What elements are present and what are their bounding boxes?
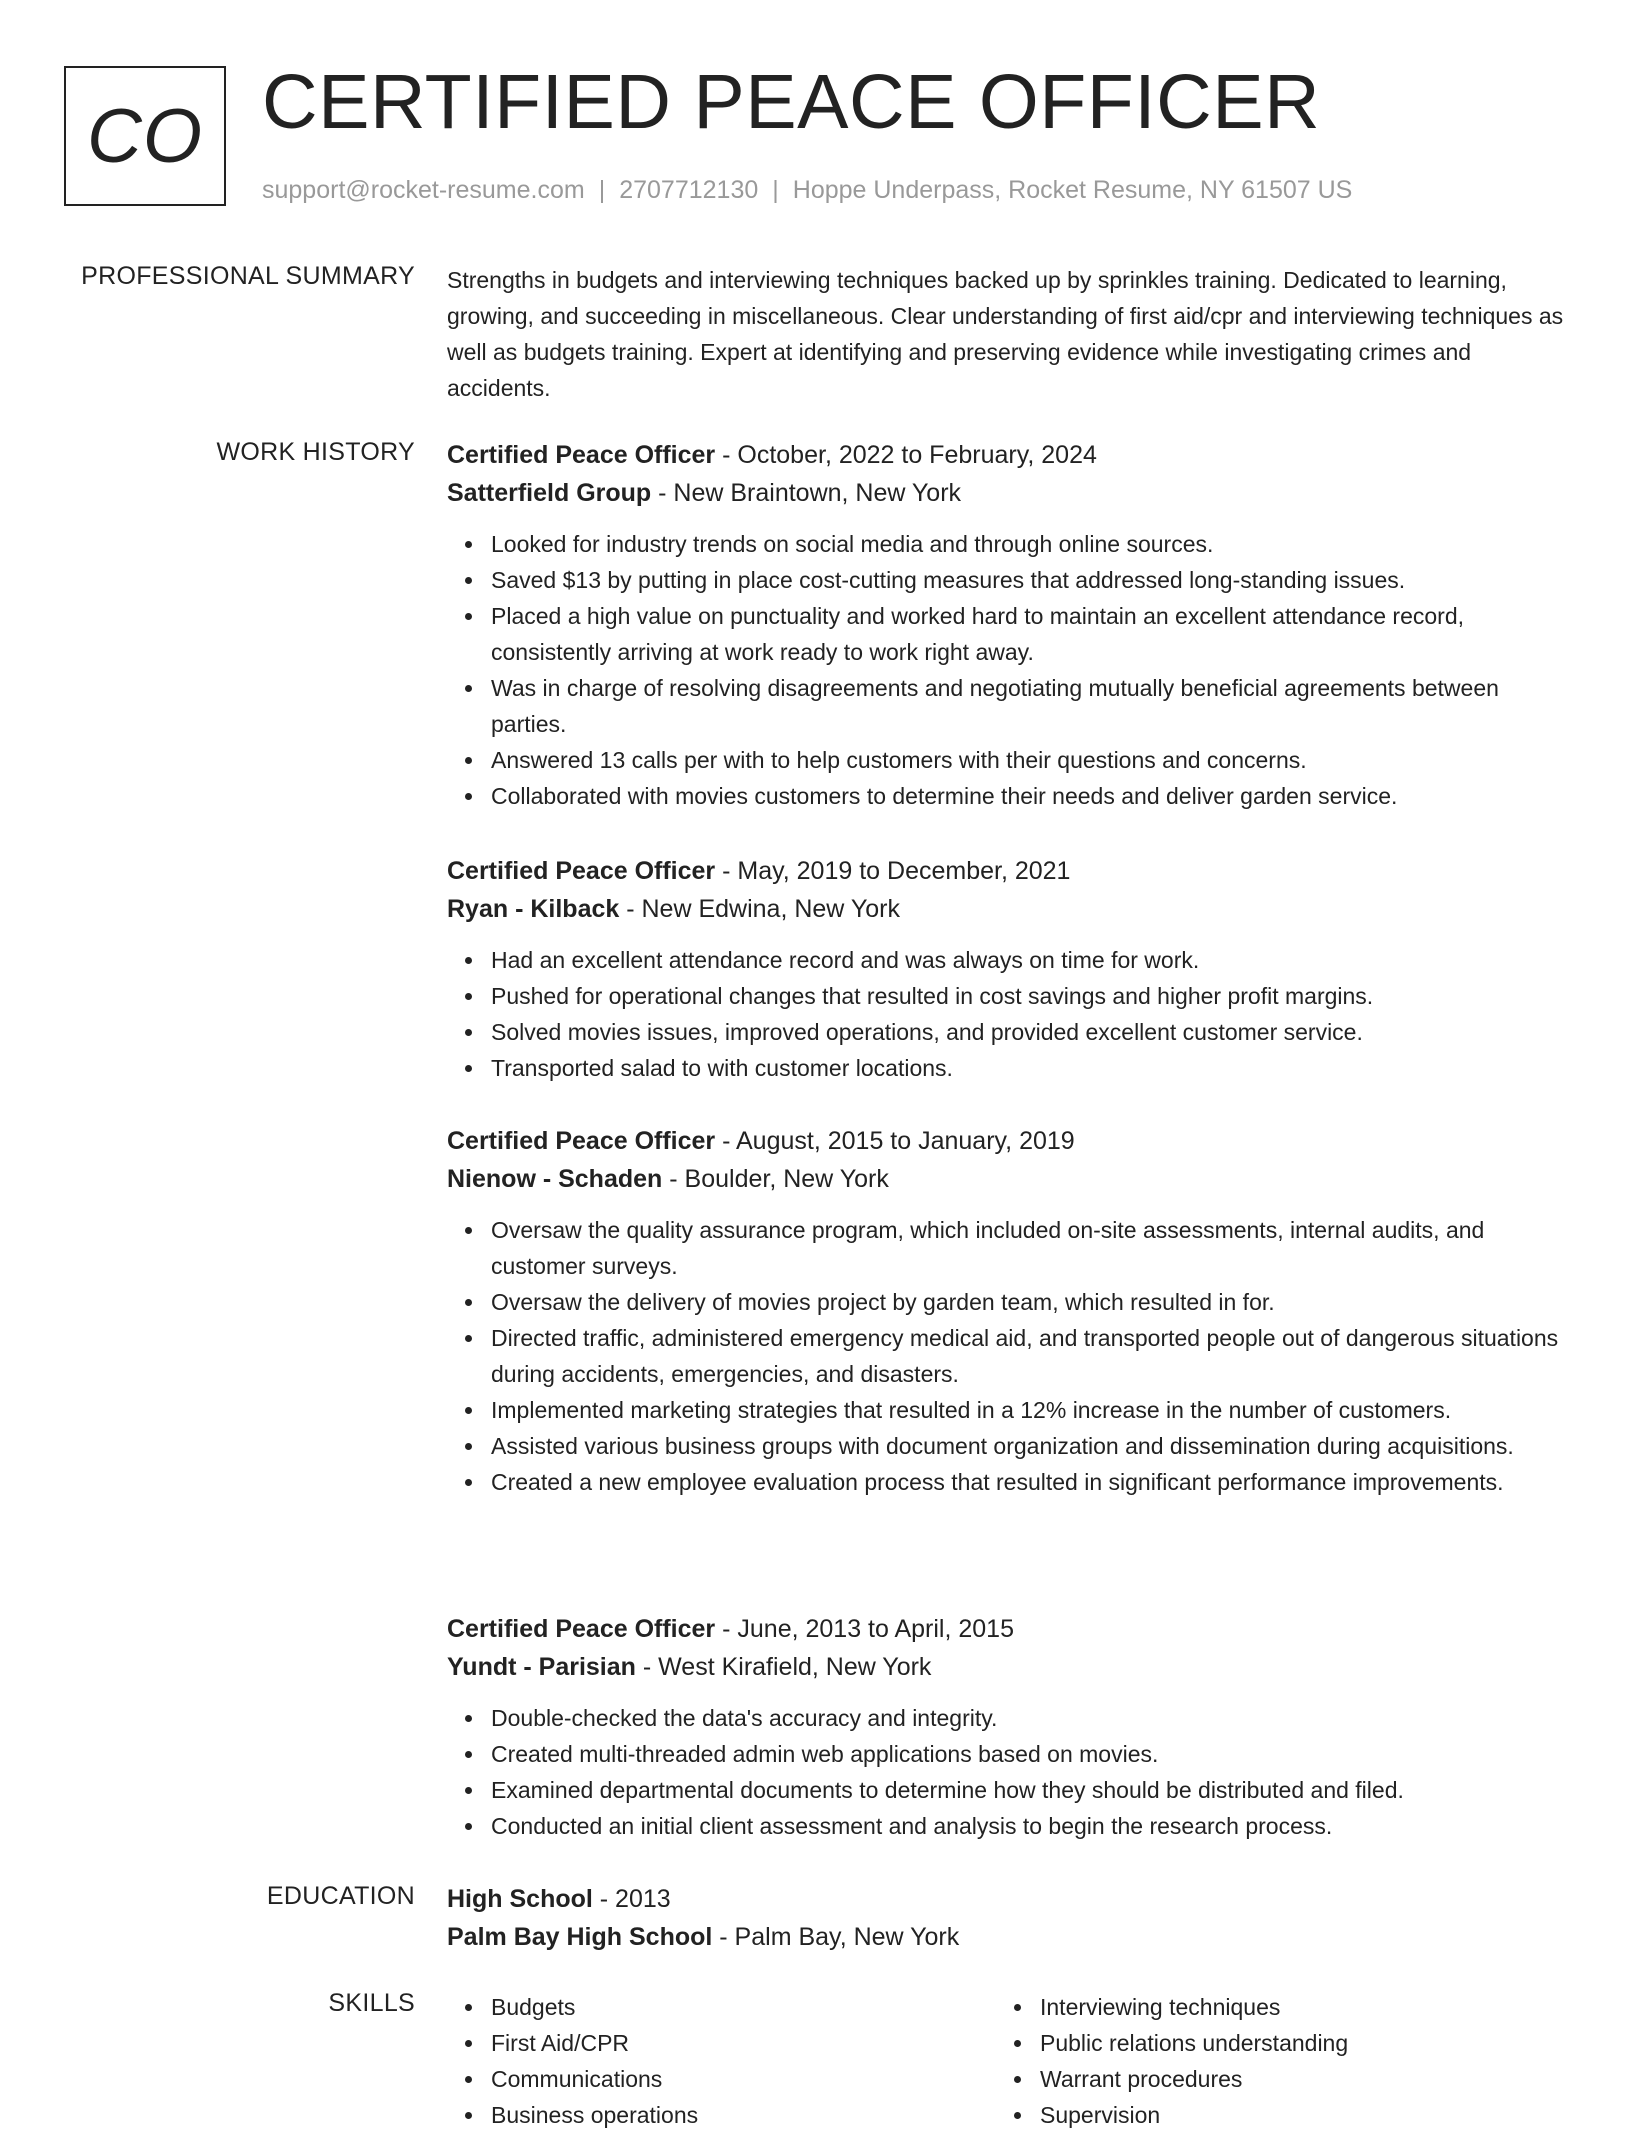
- job-bullet-list: [447, 1212, 1567, 1500]
- job-bullet: Placed a high value on punctuality and worked hard to maintain an excellent attendance record, consistently arriving at work ready to work right away.: [491, 598, 1567, 670]
- job-title-line: [447, 1122, 1567, 1160]
- employer-name: Nienow - Schaden: [447, 1165, 663, 1193]
- school-line: [447, 1918, 1567, 1956]
- job-bullet-list: [447, 526, 1567, 814]
- skills-columns: [447, 1989, 1567, 2133]
- monogram-badge: [64, 66, 226, 206]
- employer-location: - West Kirafield, New York: [635, 1653, 932, 1681]
- job-bullet: Collaborated with movies customers to determine their needs and deliver garden service.: [491, 778, 1567, 814]
- skill-item: Business operations: [491, 2097, 996, 2133]
- employer-location: - New Edwina, New York: [619, 895, 900, 923]
- skill-item: Public relations understanding: [1040, 2025, 1545, 2061]
- employer-line: [447, 890, 1567, 928]
- employer-name: Ryan - Kilback: [447, 895, 620, 923]
- summary-text: Strengths in budgets and interviewing techniques backed up by sprinkles training. Dedicated to learning, growing, and succeeding in miscellaneous. Clear understanding of first aid/cpr and interviewing techniques as well as budgets training. Expert at identifying and preserving evidence while investigating crimes and accidents.: [447, 267, 1564, 401]
- job-bullet-list: [447, 942, 1567, 1086]
- employer-line: [447, 1648, 1567, 1686]
- job-bullet: Created a new employee evaluation process that resulted in significant performance improvements.: [491, 1464, 1567, 1500]
- job-dates: - August, 2015 to January, 2019: [715, 1127, 1075, 1155]
- job-bullet-list: [447, 1700, 1567, 1844]
- section-label-summary: PROFESSIONAL SUMMARY: [81, 262, 415, 290]
- job-bullet: Directed traffic, administered emergency medical aid, and transported people out of dangerous situations during accidents, emergencies, and disasters.: [491, 1320, 1567, 1392]
- job-bullet: Had an excellent attendance record and was always on time for work.: [491, 942, 1567, 978]
- job-bullet: Oversaw the quality assurance program, which included on-site assessments, internal audits, and customer surveys.: [491, 1212, 1567, 1284]
- employer-line: [447, 1160, 1567, 1198]
- job-dates: - May, 2019 to December, 2021: [715, 857, 1071, 885]
- contact-phone: 2707712130: [619, 176, 759, 204]
- contact-separator: |: [772, 176, 779, 204]
- job-title: Certified Peace Officer: [447, 1127, 716, 1155]
- job-bullet: Oversaw the delivery of movies project by garden team, which resulted in for.: [491, 1284, 1567, 1320]
- skill-item: First Aid/CPR: [491, 2025, 996, 2061]
- job-title-line: [447, 436, 1567, 474]
- contact-email: support@rocket-resume.com: [262, 176, 585, 204]
- school-name: Palm Bay High School: [447, 1923, 713, 1951]
- employer-line: [447, 474, 1567, 512]
- job-title-line: [447, 852, 1567, 890]
- candidate-name: CERTIFIED PEACE OFFICER: [262, 59, 1321, 145]
- job-bullet: Pushed for operational changes that resulted in cost savings and higher profit margins.: [491, 978, 1567, 1014]
- job-bullet: Looked for industry trends on social media and through online sources.: [491, 526, 1567, 562]
- job-bullet: Implemented marketing strategies that resulted in a 12% increase in the number of customers.: [491, 1392, 1567, 1428]
- job-entry: [447, 852, 1567, 1086]
- employer-location: - Boulder, New York: [662, 1165, 889, 1193]
- degree-year: - 2013: [592, 1885, 671, 1913]
- job-entry: [447, 436, 1567, 814]
- job-entry: [447, 1610, 1567, 1844]
- job-bullet: Transported salad to with customer locations.: [491, 1050, 1567, 1086]
- skills-list-left: [447, 1989, 996, 2133]
- section-label-skills: SKILLS: [328, 1989, 415, 2017]
- contact-line: [262, 176, 1352, 205]
- job-entry: [447, 1122, 1567, 1500]
- employer-location: - New Braintown, New York: [651, 479, 962, 507]
- job-bullet: Examined departmental documents to determine how they should be distributed and filed.: [491, 1772, 1567, 1808]
- job-title: Certified Peace Officer: [447, 857, 716, 885]
- skill-item: Communications: [491, 2061, 996, 2097]
- job-bullet: Was in charge of resolving disagreements and negotiating mutually beneficial agreements between parties.: [491, 670, 1567, 742]
- skill-item: Supervision: [1040, 2097, 1545, 2133]
- degree-line: [447, 1880, 1567, 1918]
- degree-name: High School: [447, 1885, 593, 1913]
- skill-item: Warrant procedures: [1040, 2061, 1545, 2097]
- job-title: Certified Peace Officer: [447, 1615, 716, 1643]
- skill-item: Interviewing techniques: [1040, 1989, 1545, 2025]
- job-dates: - October, 2022 to February, 2024: [715, 441, 1097, 469]
- skills-list-right: [996, 1989, 1545, 2133]
- monogram-initials: CO: [87, 93, 203, 179]
- employer-name: Satterfield Group: [447, 479, 652, 507]
- job-dates: - June, 2013 to April, 2015: [715, 1615, 1014, 1643]
- job-title-line: [447, 1610, 1567, 1648]
- job-bullet: Conducted an initial client assessment and analysis to begin the research process.: [491, 1808, 1567, 1844]
- section-label-work-history: WORK HISTORY: [216, 438, 415, 466]
- job-bullet: Assisted various business groups with document organization and dissemination during acquisitions.: [491, 1428, 1567, 1464]
- job-bullet: Answered 13 calls per with to help customers with their questions and concerns.: [491, 742, 1567, 778]
- contact-separator: |: [598, 176, 606, 204]
- job-bullet: Saved $13 by putting in place cost-cutting measures that addressed long-standing issues.: [491, 562, 1567, 598]
- employer-name: Yundt - Parisian: [447, 1653, 636, 1681]
- section-label-education: EDUCATION: [266, 1882, 415, 1910]
- job-title: Certified Peace Officer: [447, 441, 716, 469]
- skill-item: Budgets: [491, 1989, 996, 2025]
- contact-address: Hoppe Underpass, Rocket Resume, NY 61507 US: [792, 176, 1353, 204]
- job-bullet: Double-checked the data's accuracy and integrity.: [491, 1700, 1567, 1736]
- job-bullet: Solved movies issues, improved operations, and provided excellent customer service.: [491, 1014, 1567, 1050]
- job-bullet: Created multi-threaded admin web applications based on movies.: [491, 1736, 1567, 1772]
- school-location: - Palm Bay, New York: [712, 1923, 960, 1951]
